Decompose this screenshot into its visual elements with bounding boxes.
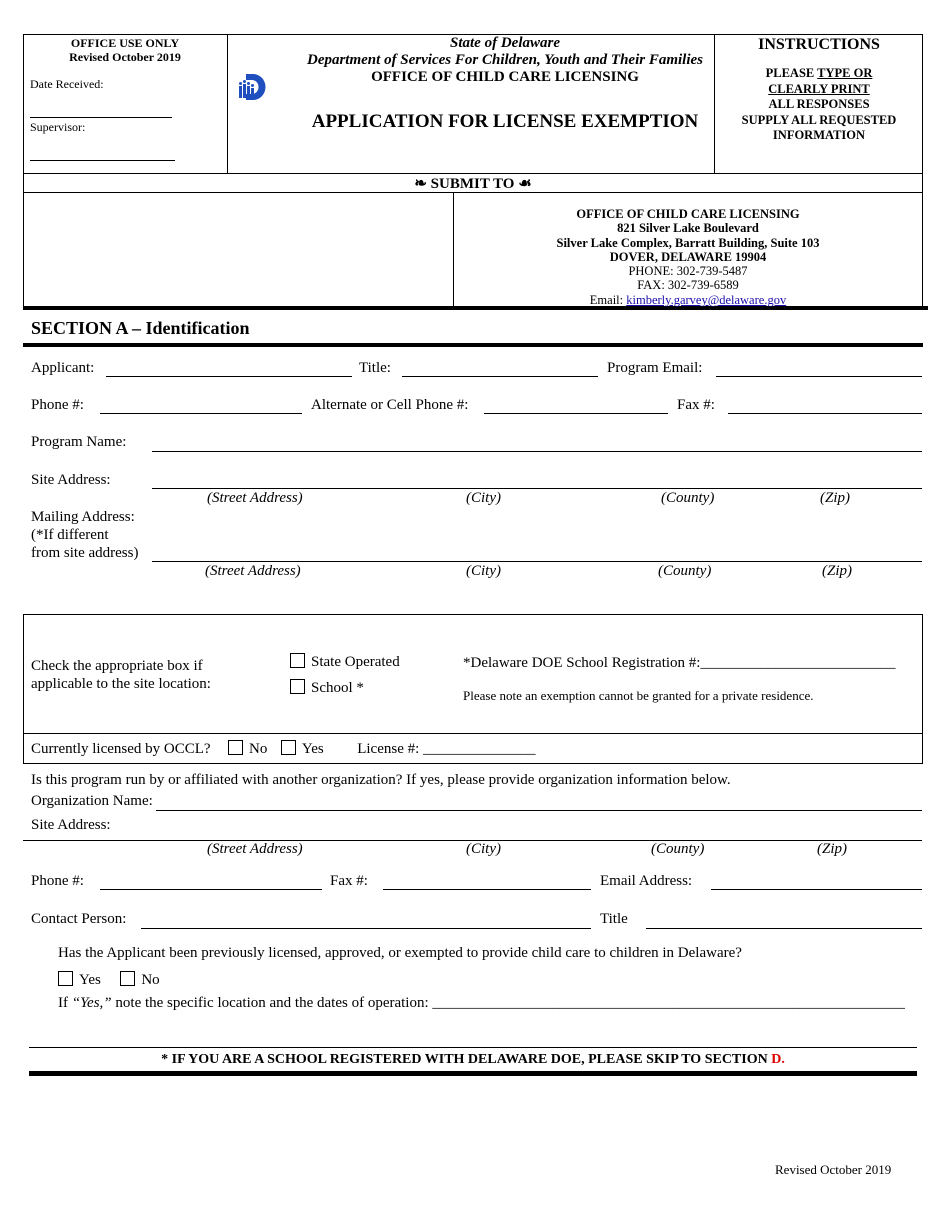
contact-person-label: Contact Person: <box>31 911 127 927</box>
mailing-address-field[interactable] <box>152 561 922 562</box>
previous-no-checkbox[interactable] <box>120 971 135 986</box>
state-name: State of Delaware <box>450 35 560 51</box>
school-label: School * <box>311 680 364 696</box>
form-title: APPLICATION FOR LICENSE EXEMPTION <box>311 111 699 132</box>
submit-city: DOVER, DELAWARE 19904 <box>609 249 767 264</box>
mailing-line-1: Mailing Address: <box>31 509 135 525</box>
contact-title-label: Title <box>600 911 628 927</box>
org-fax-field[interactable] <box>383 889 591 890</box>
org-fax-label: Fax #: <box>330 873 368 889</box>
office-use-title: OFFICE USE ONLY <box>70 36 180 50</box>
thick-rule <box>23 343 923 347</box>
county-caption: (County) <box>661 490 715 506</box>
program-name-field[interactable] <box>152 451 922 452</box>
instr-prefix: PLEASE <box>765 66 818 80</box>
program-email-label: Program Email: <box>607 360 703 376</box>
doe-registration[interactable] <box>463 655 895 672</box>
notice-top-rule <box>29 1047 917 1048</box>
licensed-no-label: No <box>249 741 268 757</box>
licensed-yes-checkbox[interactable] <box>281 740 296 755</box>
notice-section: D. <box>771 1052 785 1067</box>
organization-name-field[interactable] <box>156 810 922 811</box>
if-yes: “Yes,” <box>71 995 112 1011</box>
office-use-revised: Revised October 2019 <box>69 50 181 64</box>
zip-caption: (Zip) <box>822 563 852 579</box>
school-option[interactable] <box>290 679 364 697</box>
city-caption: (City) <box>466 841 501 857</box>
doe-skip-notice <box>29 1052 917 1068</box>
notice-text: * IF YOU ARE A SCHOOL REGISTERED WITH DELAWARE DOE, PLEASE SKIP TO SECTION <box>161 1052 772 1067</box>
department-name: Department of Services For Children, Youth and Their Families <box>306 52 703 68</box>
submit-address <box>454 207 922 307</box>
org-phone-field[interactable] <box>100 889 322 890</box>
city-caption: (City) <box>466 563 501 579</box>
title-field[interactable] <box>402 376 598 377</box>
submit-heading <box>23 174 923 193</box>
contact-person-field[interactable] <box>141 928 591 929</box>
office-name: OFFICE OF CHILD CARE LICENSING <box>371 69 639 85</box>
divider <box>227 34 228 174</box>
site-address-label: Site Address: <box>31 472 111 488</box>
prompt-line-2: applicable to the site location: <box>31 676 211 692</box>
org-site-address-label: Site Address: <box>31 817 111 833</box>
licensed-question: Currently licensed by OCCL? <box>31 741 211 757</box>
submit-office: OFFICE OF CHILD CARE LICENSING <box>576 207 800 221</box>
site-address-field[interactable] <box>152 488 922 489</box>
instr-type-or: TYPE OR <box>817 66 873 80</box>
zip-caption: (Zip) <box>817 841 847 857</box>
applicant-label: Applicant: <box>31 360 95 376</box>
phone-label: Phone #: <box>31 397 84 413</box>
phone-field[interactable] <box>100 413 302 414</box>
notice-bottom-rule <box>29 1071 917 1076</box>
previous-details-field[interactable]: _______________________________________________________________ <box>432 995 905 1011</box>
doe-registration-field[interactable]: __________________________ <box>700 655 896 671</box>
office-use-box <box>24 36 226 64</box>
mailing-line-3: from site address) <box>31 545 139 561</box>
instr-supply: SUPPLY ALL REQUESTED <box>741 112 897 127</box>
program-email-field[interactable] <box>716 376 922 377</box>
previous-yes-checkbox[interactable] <box>58 971 73 986</box>
title-label: Title: <box>359 360 391 376</box>
street-caption: (Street Address) <box>207 841 303 857</box>
delaware-dscyf-logo-icon <box>238 73 268 101</box>
submit-street: 821 Silver Lake Boulevard <box>617 221 759 236</box>
organization-name-label: Organization Name: <box>31 793 153 809</box>
date-received-field[interactable] <box>30 117 172 118</box>
previous-question: Has the Applicant been previously licensed, approved, or exempted to provide child care to children in Delaware? <box>58 945 742 961</box>
applicant-field[interactable] <box>106 376 352 377</box>
doe-registration-label: *Delaware DOE School Registration #: <box>463 655 701 671</box>
school-checkbox[interactable] <box>290 679 305 694</box>
prompt-line-1: Check the appropriate box if <box>31 658 203 674</box>
org-email-field[interactable] <box>711 889 922 890</box>
footer-revised: Revised October 2019 <box>775 1162 892 1177</box>
previous-details <box>58 995 905 1012</box>
supervisor-field[interactable] <box>30 160 175 161</box>
street-caption: (Street Address) <box>205 563 301 579</box>
submit-email-link[interactable]: kimberly.garvey@delaware.gov <box>626 292 787 307</box>
license-number-field[interactable]: _______________ <box>423 741 536 757</box>
if-suffix: note the specific location and the dates of operation: <box>111 995 429 1011</box>
instructions-title: INSTRUCTIONS <box>758 36 880 53</box>
date-received-label: Date Received: <box>30 77 104 91</box>
fax-field[interactable] <box>728 413 922 414</box>
street-caption: (Street Address) <box>207 490 303 506</box>
zip-caption: (Zip) <box>820 490 850 506</box>
fax-label: Fax #: <box>677 397 715 413</box>
submit-fax: FAX: 302-739-6589 <box>637 278 739 293</box>
licensed-row <box>31 740 536 758</box>
contact-title-field[interactable] <box>646 928 922 929</box>
submit-phone: PHONE: 302-739-5487 <box>628 264 748 279</box>
instructions-body <box>716 66 922 144</box>
mailing-address-label <box>31 508 138 562</box>
previous-yes-label: Yes <box>79 972 101 988</box>
state-operated-option[interactable] <box>290 653 400 671</box>
licensed-yes-label: Yes <box>301 741 324 757</box>
instr-all-responses: ALL RESPONSES <box>768 97 870 111</box>
mailing-line-2: (*If different <box>31 527 109 543</box>
supervisor-label: Supervisor: <box>30 120 86 134</box>
previous-options <box>58 971 160 989</box>
state-operated-checkbox[interactable] <box>290 653 305 668</box>
previous-no-label: No <box>141 972 160 988</box>
divider <box>23 733 923 734</box>
organization-question: Is this program run by or affiliated with another organization? If yes, please provide organization information below. <box>31 772 731 788</box>
instr-information: INFORMATION <box>772 128 866 142</box>
state-operated-label: State Operated <box>311 654 400 670</box>
if-prefix: If <box>58 995 72 1011</box>
private-residence-note: Please note an exemption cannot be granted for a private residence. <box>463 688 814 703</box>
alt-phone-label: Alternate or Cell Phone #: <box>311 397 469 413</box>
submit-email-label: Email: <box>589 292 627 307</box>
site-location-prompt <box>31 657 211 693</box>
alt-phone-field[interactable] <box>484 413 668 414</box>
county-caption: (County) <box>651 841 705 857</box>
org-email-label: Email Address: <box>600 873 693 889</box>
program-name-label: Program Name: <box>31 434 127 450</box>
right-ornament-icon: ☙ <box>518 176 532 192</box>
city-caption: (City) <box>466 490 501 506</box>
section-a-title: SECTION A – Identification <box>31 318 250 338</box>
submit-complex: Silver Lake Complex, Barratt Building, Suite 103 <box>556 235 820 250</box>
license-number-label: License #: <box>357 741 420 757</box>
instr-clearly-print: CLEARLY PRINT <box>768 81 870 96</box>
county-caption: (County) <box>658 563 712 579</box>
header-center <box>280 35 730 86</box>
licensed-no-checkbox[interactable] <box>228 740 243 755</box>
left-ornament-icon: ❧ <box>414 176 427 192</box>
org-phone-label: Phone #: <box>31 873 84 889</box>
submit-to-label: SUBMIT TO <box>430 176 515 192</box>
